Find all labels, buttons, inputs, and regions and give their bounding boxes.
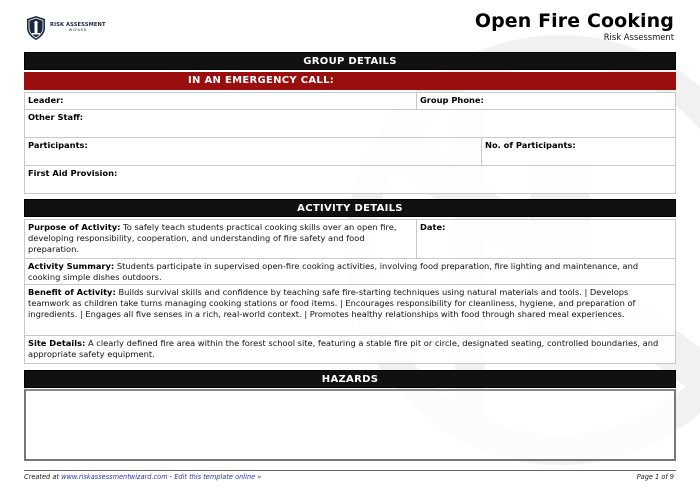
hazards-table-area[interactable] — [24, 389, 676, 461]
group-details-heading: GROUP DETAILS — [24, 52, 676, 70]
purpose-field[interactable] — [25, 220, 416, 258]
participants-field[interactable] — [25, 138, 481, 165]
benefit-label: Benefit of Activity: — [28, 287, 116, 297]
first-aid-row — [24, 166, 676, 194]
leader-row — [24, 92, 676, 110]
lighthouse-shield-icon — [25, 15, 47, 41]
group-phone-label: Group Phone: — [420, 95, 484, 105]
hazards-section — [24, 370, 676, 461]
footer-divider — [24, 470, 676, 471]
site-details-label: Site Details: — [28, 338, 86, 348]
footer-credit — [24, 473, 261, 481]
document-title: Open Fire Cooking — [474, 10, 674, 32]
logo-subtitle: WIZARD — [68, 28, 87, 33]
other-staff-label: Other Staff: — [28, 112, 84, 122]
summary-label: Activity Summary: — [28, 261, 115, 271]
site-details-field[interactable] — [25, 336, 675, 363]
document-header — [475, 10, 674, 42]
site-details-text: A clearly defined fire area within the forest school site, featuring a stable fire pit or circle, designated seating, controlled boundaries, and appropriate safety equipment. — [28, 338, 659, 360]
benefit-text: Builds survival skills and confidence by teaching safe fire-starting techniques using natural materials and tools. | Develops teamwork as children take turns managing cooking stations or food items. | Encourages responsibility for cleanliness, hygiene, and preparation of ingredients. | Engages all five senses in a rich, real-world context. | Promotes healthy relationships with food through shared meal experiences. — [28, 287, 636, 320]
first-aid-label: First Aid Provision: — [28, 168, 118, 178]
page-number: Page 1 of 9 — [636, 473, 674, 481]
document-subtitle: Risk Assessment — [603, 32, 674, 42]
site-details-row — [24, 336, 676, 364]
edit-template-link[interactable]: - Edit this template online » — [169, 473, 262, 481]
date-field[interactable] — [416, 220, 675, 258]
activity-details-section — [24, 199, 676, 364]
group-phone-field[interactable] — [416, 93, 675, 109]
num-participants-label: No. of Participants: — [485, 140, 576, 150]
participants-label: Participants: — [28, 140, 88, 150]
benefit-field[interactable] — [25, 285, 675, 335]
date-label: Date: — [420, 222, 446, 232]
leader-label: Leader: — [28, 95, 64, 105]
brand-logo[interactable] — [25, 15, 106, 41]
summary-field[interactable] — [25, 259, 675, 284]
other-staff-field[interactable] — [25, 110, 675, 137]
activity-details-heading: ACTIVITY DETAILS — [24, 199, 676, 217]
created-at-text: Created at — [24, 473, 59, 481]
logo-title: RISK ASSESSMENT — [50, 22, 106, 29]
summary-text: Students participate in supervised open-fire cooking activities, involving food preparation, fire lighting and maintenance, and cooking simple dishes outdoors. — [28, 261, 639, 283]
first-aid-field[interactable] — [25, 166, 675, 193]
hazards-heading: HAZARDS — [24, 370, 676, 388]
emergency-call-bar: IN AN EMERGENCY CALL: — [24, 72, 676, 90]
leader-field[interactable] — [25, 93, 416, 109]
num-participants-field[interactable] — [481, 138, 675, 165]
purpose-label: Purpose of Activity: — [28, 222, 121, 232]
website-link[interactable]: www.riskassessmentwizard.com — [61, 473, 168, 481]
purpose-text: To safely teach students practical cooking skills over an open fire, developing responsibility, cooperation, and understanding of fire safety and food preparation. — [28, 222, 397, 255]
other-staff-row — [24, 110, 676, 138]
participants-row — [24, 138, 676, 166]
benefit-row — [24, 285, 676, 336]
purpose-row — [24, 219, 676, 259]
group-details-section — [24, 52, 676, 194]
summary-row — [24, 259, 676, 285]
